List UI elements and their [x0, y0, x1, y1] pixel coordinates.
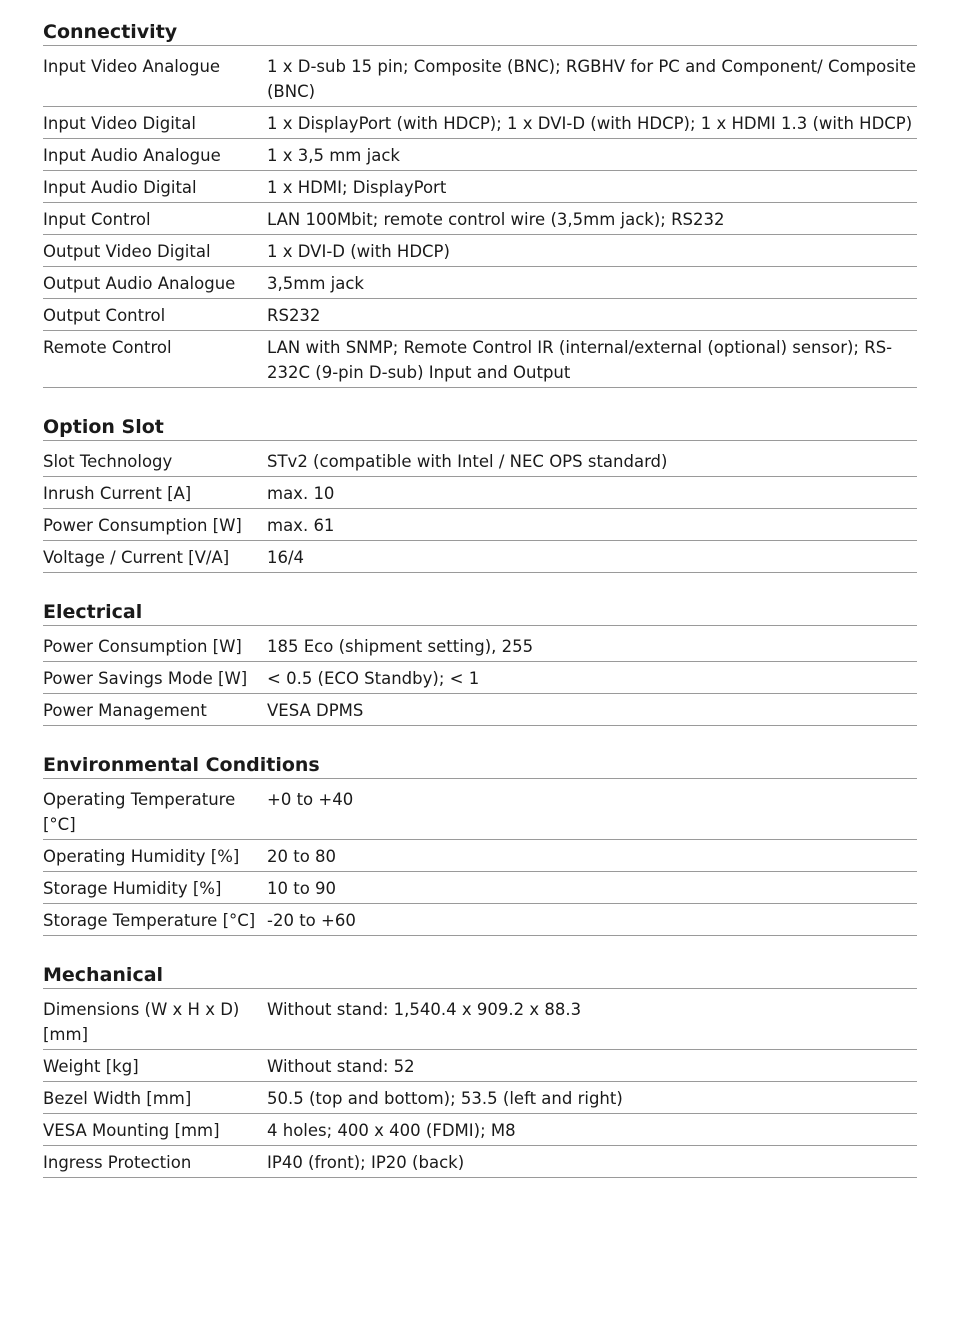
- spec-label: Power Savings Mode [W]: [43, 669, 248, 688]
- spec-value: max. 61: [267, 516, 335, 535]
- spec-row: [43, 1146, 917, 1178]
- spec-value: +0 to +40: [267, 790, 354, 809]
- spec-label: Storage Humidity [%]: [43, 879, 222, 898]
- spec-label: VESA Mounting [mm]: [43, 1121, 220, 1140]
- spec-label: Ingress Protection: [43, 1153, 192, 1172]
- spec-row: [43, 477, 917, 509]
- spec-value: Without stand: 1,540.4 x 909.2 x 88.3: [267, 1000, 582, 1019]
- spec-label: Storage Temperature [°C]: [43, 911, 256, 930]
- spec-value: Without stand: 52: [267, 1057, 415, 1076]
- spec-label: Operating Temperature [°C]: [43, 790, 236, 834]
- spec-value: 1 x D-sub 15 pin; Composite (BNC); RGBHV for PC and Component/ Composite (BNC): [267, 57, 917, 101]
- spec-label: Input Control: [43, 210, 151, 229]
- spec-label: Voltage / Current [V/A]: [43, 548, 230, 567]
- spec-label: Bezel Width [mm]: [43, 1089, 192, 1108]
- spec-row: [43, 445, 917, 477]
- spec-row: [43, 267, 917, 299]
- spec-row: [43, 662, 917, 694]
- spec-value: 185 Eco (shipment setting), 255: [267, 637, 534, 656]
- section-title: Connectivity: [43, 19, 917, 46]
- spec-row: [43, 993, 917, 1050]
- spec-value: 1 x DisplayPort (with HDCP); 1 x DVI-D (with HDCP); 1 x HDMI 1.3 (with HDCP): [267, 114, 913, 133]
- section-title: Option Slot: [43, 414, 917, 441]
- spec-label: Power Consumption [W]: [43, 637, 242, 656]
- spec-value: 1 x HDMI; DisplayPort: [267, 178, 447, 197]
- spec-label: Output Control: [43, 306, 166, 325]
- spec-row: [43, 1114, 917, 1146]
- spec-value: < 0.5 (ECO Standby); < 1: [267, 669, 480, 688]
- spec-row: [43, 630, 917, 662]
- spec-value: IP40 (front); IP20 (back): [267, 1153, 465, 1172]
- spec-value: max. 10: [267, 484, 335, 503]
- spec-row: [43, 783, 917, 840]
- spec-row: [43, 541, 917, 573]
- section-title: Environmental Conditions: [43, 752, 917, 779]
- spec-row: [43, 235, 917, 267]
- spec-label: Inrush Current [A]: [43, 484, 192, 503]
- spec-label: Output Video Digital: [43, 242, 211, 261]
- spec-row: [43, 331, 917, 388]
- spec-value: STv2 (compatible with Intel / NEC OPS standard): [267, 452, 668, 471]
- spec-section: [43, 19, 917, 388]
- section-title: Mechanical: [43, 962, 917, 989]
- spec-value: 1 x 3,5 mm jack: [267, 146, 400, 165]
- spec-row: [43, 840, 917, 872]
- spec-row: [43, 299, 917, 331]
- spec-label: Input Video Analogue: [43, 57, 221, 76]
- spec-section: [43, 599, 917, 726]
- spec-label: Power Consumption [W]: [43, 516, 242, 535]
- spec-label: Dimensions (W x H x D) [mm]: [43, 1000, 240, 1044]
- spec-section: [43, 414, 917, 573]
- spec-row: [43, 171, 917, 203]
- spec-row: [43, 904, 917, 936]
- spec-row: [43, 872, 917, 904]
- spec-value: 20 to 80: [267, 847, 337, 866]
- spec-label: Weight [kg]: [43, 1057, 139, 1076]
- spec-value: 3,5mm jack: [267, 274, 364, 293]
- spec-row: [43, 694, 917, 726]
- spec-row: [43, 50, 917, 107]
- spec-row: [43, 1050, 917, 1082]
- spec-sheet: [43, 19, 917, 1178]
- spec-row: [43, 1082, 917, 1114]
- spec-label: Slot Technology: [43, 452, 173, 471]
- spec-value: 4 holes; 400 x 400 (FDMI); M8: [267, 1121, 516, 1140]
- spec-row: [43, 139, 917, 171]
- spec-row: [43, 509, 917, 541]
- spec-label: Remote Control: [43, 338, 172, 357]
- spec-value: VESA DPMS: [267, 701, 364, 720]
- spec-label: Output Audio Analogue: [43, 274, 236, 293]
- spec-value: 1 x DVI-D (with HDCP): [267, 242, 450, 261]
- spec-value: LAN with SNMP; Remote Control IR (internal/external (optional) sensor); RS-232C (9-pin D-sub) Input and Output: [267, 338, 893, 382]
- spec-value: 50.5 (top and bottom); 53.5 (left and right): [267, 1089, 623, 1108]
- spec-value: LAN 100Mbit; remote control wire (3,5mm jack); RS232: [267, 210, 725, 229]
- spec-label: Power Management: [43, 701, 207, 720]
- spec-row: [43, 203, 917, 235]
- spec-section: [43, 962, 917, 1178]
- spec-value: 16/4: [267, 548, 305, 567]
- spec-value: 10 to 90: [267, 879, 337, 898]
- spec-label: Input Video Digital: [43, 114, 196, 133]
- spec-row: [43, 107, 917, 139]
- spec-label: Input Audio Analogue: [43, 146, 221, 165]
- spec-label: Operating Humidity [%]: [43, 847, 240, 866]
- section-title: Electrical: [43, 599, 917, 626]
- spec-label: Input Audio Digital: [43, 178, 197, 197]
- spec-value: RS232: [267, 306, 321, 325]
- spec-value: -20 to +60: [267, 911, 356, 930]
- spec-section: [43, 752, 917, 936]
